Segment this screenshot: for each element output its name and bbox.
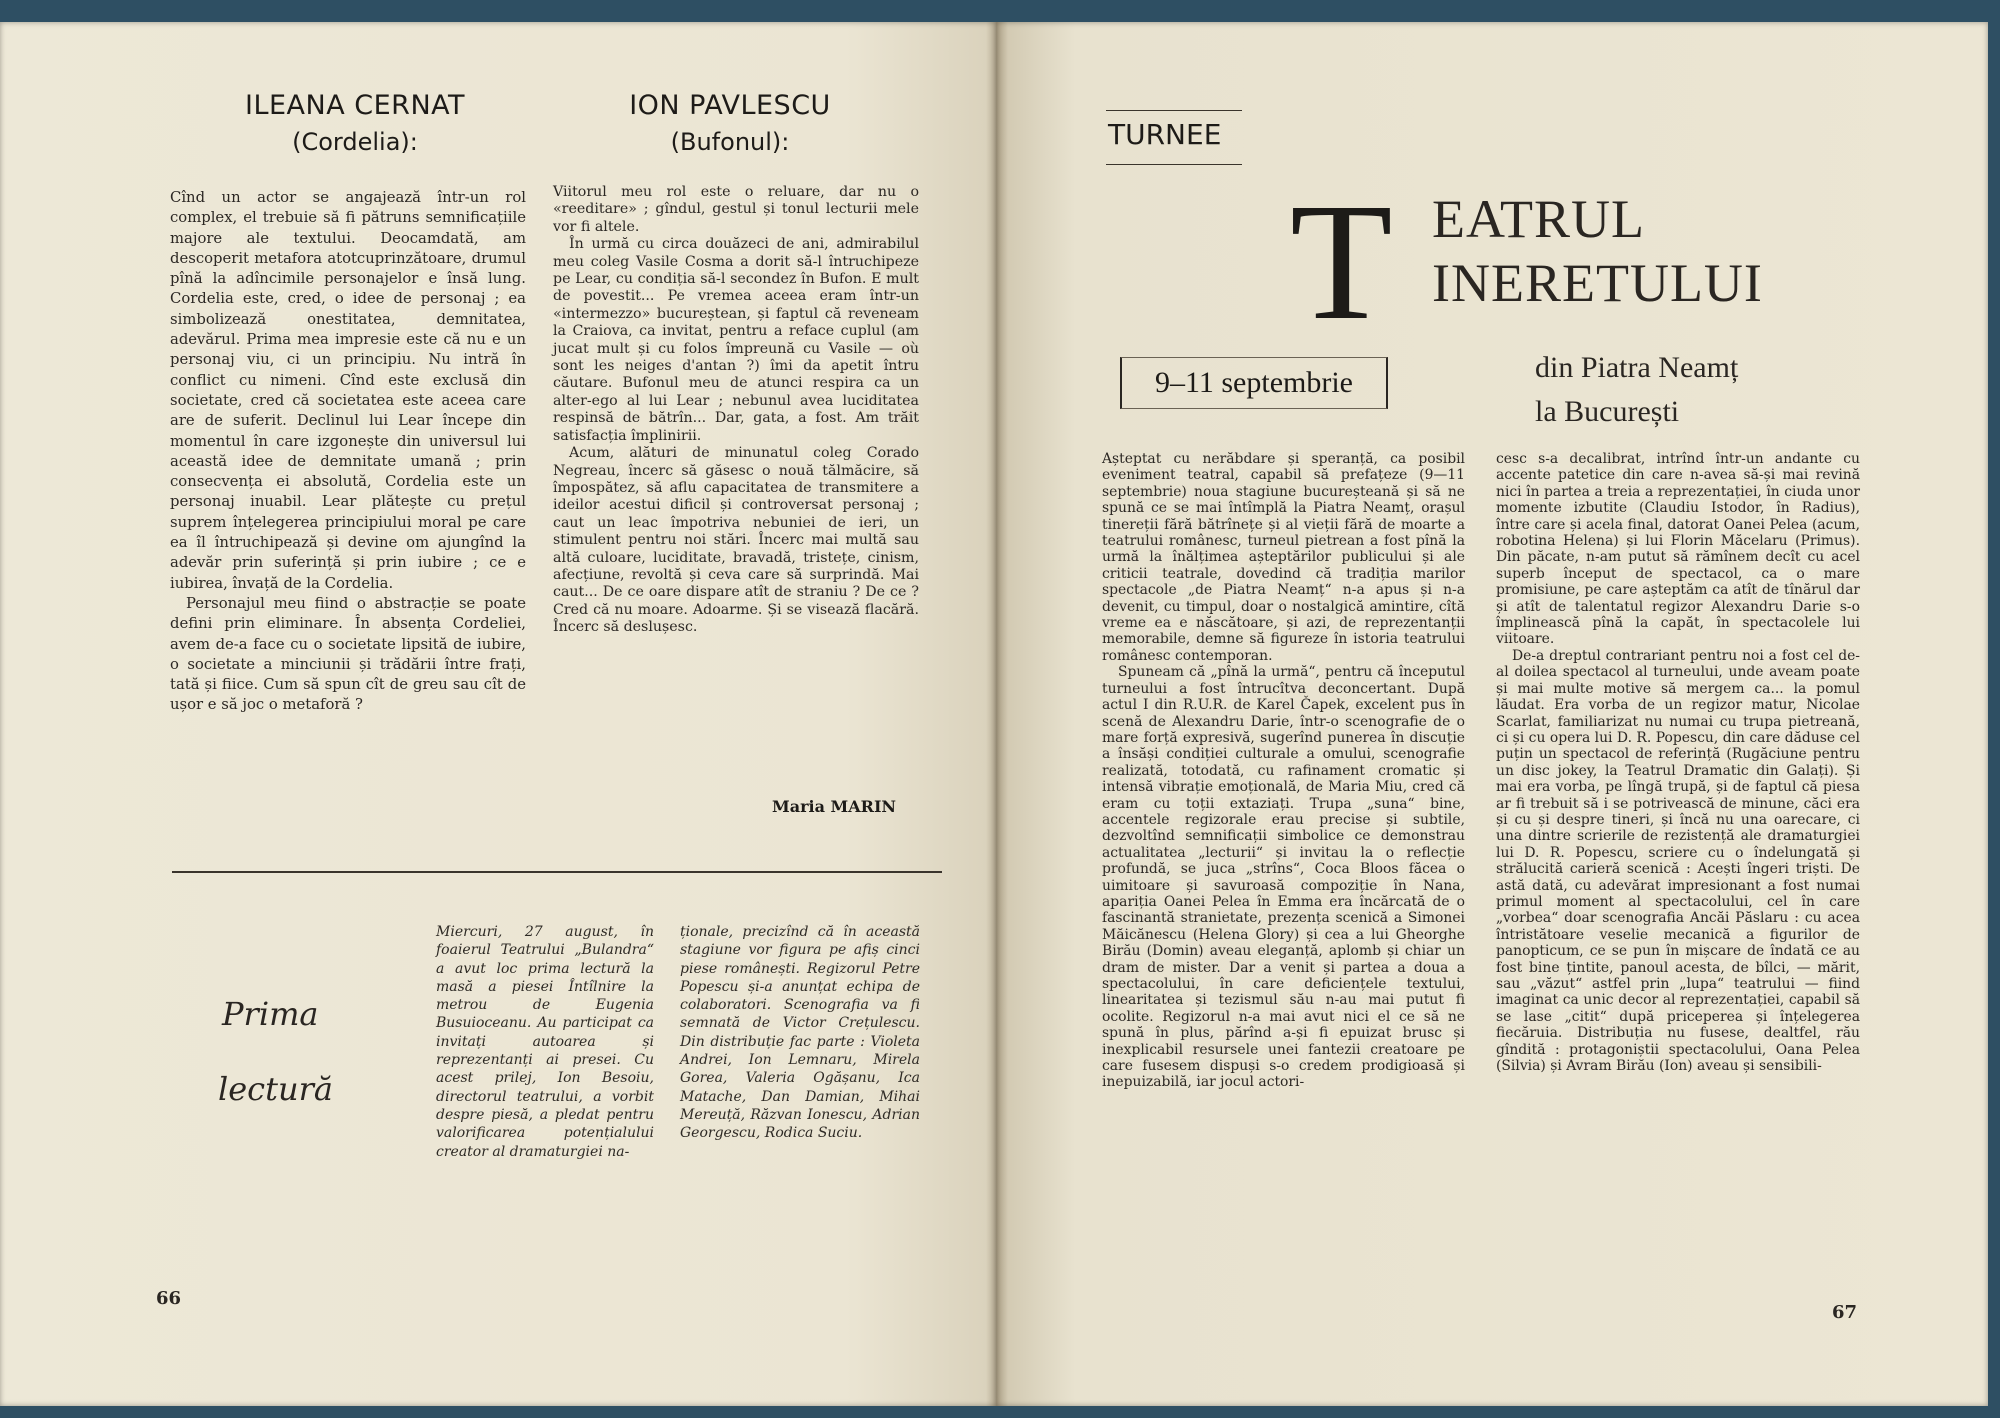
ileana-paragraph: Personajul meu fiind o abstracție se poate defini prin eliminare. În absența Cordeliei, avem de-a face cu o societate lipsită de iubire, o societate a minciunii și trădării între frați, tată și fiice. Cum să spun cît de greu sau cît de ușor e să joc o metaforă ?: [170, 594, 526, 714]
article-paragraph: Spuneam că „pînă la urmă“, pentru că începutul turneului a fost întrucîtva deconcertant. După actul I din R.U.R. de Karel Čapek, excelent pus în scenă de Alexandru Darie, într-o scenografie de o mare forță expresivă, sugerînd punerea în discuție a însăși condiției culturale a omului, scenografie realizată, totodată, cu rafinament cromatic și intensă vibrație emoțională, de Maria Miu, cred că eram cu toții extaziați. Trupa „suna“ bine, accentele regizorale erau precise și subtile, dezvoltînd semnificații simbolice ce demonstrau actualitatea „lecturii“ și invitau la o reflecție profundă, se juca „strîns“, Coca Bloos făcea o uimitoare și savuroasă compoziție în Nana, apariția Oanei Pelea în Emma era încărcată de o fascinantă stranietate, prezența scenică a Simonei Măicănescu (Helena Glory) și cea a lui Gheorghe Birău (Domin) aveau eleganță, aplomb și chiar un dram de mister. Dar a venit și partea a doua a spectacolului, în care deficiențele textului, linearitatea și tezismul său n-au mai putut fi ocolite. Regizorul n-a mai avut nici el ce să ne spună în plus, părînd a-și fi epuizat brusc și inexplicabil resursele unei fantezii creatoare pe care fusesem dispuși s-o credem prodigioasă și inepuizabilă, iar jocul actori-: [1102, 664, 1465, 1091]
ileana-text: [170, 188, 526, 716]
ion-paragraph: Acum, alături de minunatul coleg Corado Negreau, încerc să găsesc o nouă tălmăcire, să împospătez, să aflu capacitatea de transmitere a ideilor acestui dificil și controversat personaj ; caut un leac împotriva nebuniei de ieri, un stimulent pentru noi stări. Încerc mai multă sau altă culoare, luciditate, bravadă, tristețe, cinism, afecțiune, revoltă și ceva care să surprindă. Mai caut... De ce oare dispare atît de straniu ? De ce ? Cred că nu moare. Adoarme. Și se visează flacără. Încerc să deslușesc.: [553, 445, 919, 636]
turnee-rule-top: [1106, 110, 1242, 111]
page-number-left: 66: [156, 1288, 182, 1309]
ileana-name: ILEANA CERNAT: [244, 90, 466, 121]
title-line-2: INERETULUI: [1432, 253, 1763, 313]
ion-paragraph: Viitorul meu rol este o reluare, dar nu o «reeditare» ; gîndul, gestul și tonul lecturii mele vor fi altele.: [553, 184, 919, 235]
article-paragraph: cesc s-a decalibrat, intrînd într-un andante cu accente patetice din care n-avea să-și mai revină nici în partea a treia a reprezentației, în ciuda unor momente izbutite (Claudiu Istodor, în Radius), între care și acela final, datorat Oanei Pelea (acum, robotina Helena) și lui Florin Măcelaru (Primus). Din păcate, n-am putut să rămînem decît cu acel superb început de spectacol, ca o mare promisiune, pe care așteptăm ca atît de tînărul dar și atît de talentatul regizor Alexandru Darie s-o împlinească pînă la capăt, în spectacolele lui viitoare.: [1496, 451, 1860, 648]
title-line-1: EATRUL: [1432, 189, 1645, 249]
ileana-paragraph: Cînd un actor se angajează într-un rol complex, el trebuie să fi pătruns semnificațiile majore ale textului. Deocamdată, am descoperit metafora atotcuprinzătoare, drumul pînă la adîncimile personajelor e însă lung. Cordelia este, cred, o idee de personaj ; ea simbolizează onestitatea, demnitatea, adevărul. Prima mea impresie este că nu e un personaj viu, ci un principiu. Nu intră în conflict cu nimeni. Cînd este exclusă din societate, cred că societatea este aceea care are de suferit. Declinul lui Lear începe din momentul în care izgonește din universul lui această idee de demnitate umană ; prin consecvența ei absolută, Cordelia este un personaj inuabil. Lear plătește cu prețul suprem înțelegerea principiului moral pe care ea îl întruchipează și devine om ajungînd la adevăr prin suferință și prin iubire ; ce e iubirea, învață de la Cordelia.: [170, 189, 526, 592]
prima-lectura-heading-1: Prima: [222, 995, 319, 1033]
section-divider: [172, 871, 942, 873]
section-label: TURNEE: [1108, 118, 1222, 151]
subtitle-line-2: la București: [1535, 395, 1680, 428]
article-paragraph: Așteptat cu nerăbdare și speranță, ca posibil eveniment teatral, capabil să prefațeze (9—11 septembrie) noua stagiune bucureșteană și să ne spună ce se mai întîmplă la Piatra Neamț, orașul tinereții fără bătrînețe și al vieții fără de moarte a teatrului românesc, turneul pietrean a fost pînă la urmă la înălțimea așteptărilor publicului și ale criticii teatrale, dovedind că tradiția marilor spectacole „de Piatra Neamț“ n-a apus și n-a devenit, cu timpul, doar o nostalgică amintire, cîtă vreme ea e născătoare, și azi, de reprezentanții memorabile, demne să figureze în istoria teatrului românesc contemporan.: [1102, 451, 1465, 664]
prima-lectura-heading-2: lectură: [218, 1070, 333, 1108]
ion-paragraph: În urmă cu circa douăzeci de ani, admirabilul meu coleg Vasile Cosma a dorit să-l întruchipeze pe Lear, cu condiția să-l secondez în Bufon. E mult de povestit... Pe vremea aceea eram într-un «intermezzo» bucureștean, și faptul că reveneam la Craiova, ca invitat, pentru a reface cuplul (am jucat mult și cu folos împreună cu Vasile — où sont les neiges d'antan ?) îmi da apetit întru căutare. Bufonul meu de atunci respira ca un alter-ego al lui Lear ; nebunul avea luciditatea respinsă de bătrîn... Dar, gata, a fost. Am trăit satisfacția împlinirii.: [553, 236, 919, 444]
subtitle-line-1: din Piatra Neamț: [1535, 351, 1739, 384]
ileana-role: (Cordelia):: [292, 128, 418, 156]
article-col1: [1102, 451, 1465, 1091]
page-number-right: 67: [1832, 1302, 1858, 1323]
signature: Maria MARIN: [772, 797, 897, 816]
turnee-rule-bottom: [1106, 164, 1242, 165]
date-box: 9–11 septembrie: [1120, 357, 1388, 409]
prima-lectura-col2: ționale, precizînd că în această stagiune vor figura pe afiș cinci piese românești. Regizorul Petre Popescu și-a anunțat echipa de colaboratori. Scenografia va fi semnată de Victor Crețulescu. Din distribuție fac parte : Violeta Andrei, Ion Lemnaru, Mirela Gorea, Valeria Ogășanu, Ica Matache, Dan Damian, Mihai Mereuță, Răzvan Ionescu, Adrian Georgescu, Rodica Suciu.: [680, 924, 920, 1142]
prima-lectura-col1: Miercuri, 27 august, în foaierul Teatrului „Bulandra“ a avut loc prima lectură la masă a piesei Întîlnire la metrou de Eugenia Busuioceanu. Au participat ca invitați autoarea și reprezentanți ai presei. Cu acest prilej, Ion Besoiu, directorul teatrului, a vorbit despre piesă, a pledat pentru valorificarea potențialului creator al dramaturgiei na-: [436, 924, 654, 1160]
article-paragraph: De-a dreptul contrariant pentru noi a fost cel de-al doilea spectacol al turneului, unde aveam poate și mai multe motive să mergem ca... la pomul lăudat. Era vorba de un regizor matur, Nicolae Scarlat, familiarizat nu numai cu trupa pietreană, ci și cu opera lui D. R. Popescu, din care dăduse cel puțin un spectacol de referință (Rugăciune pentru un disc jokey, la Teatrul Dramatic din Galați). Și mai era vorba, pe lîngă trupă, și de faptul că piesa ar fi trebuit să i se potrivească de minune, căci era și cu și despre tineri, și încă nu una oarecare, ci una dintre scrierile de rezistență ale dramaturgiei lui D. R. Popescu, scriere cu o îndelungată și strălucită carieră scenică : Acești îngeri triști. De astă dată, cu adevărat impresionant a fost numai primul moment al spectacolului, cel în care „vorbea“ doar scenografia Ancăi Păslaru : cu acea întristătoare veselie mecanică a figurilor de panopticum, ce se pun în mișcare de îndată ce au fost bine țintite, panoul acesta, de bîlci, — mărit, sau „văzut“ astfel prin „lupa“ teatrului — fiind imaginat ca unic decor al reprezentației, capabil să se lase „citit“ după priceperea și înțelegerea fiecăruia. Distribuția nu fusese, dealtfel, rău gîndită : protagoniștii spectacolului, Oana Pelea (Silvia) și Avram Birău (Ion) aveau și sensibili-: [1496, 647, 1860, 1075]
ion-name: ION PAVLESCU: [629, 90, 831, 121]
book-gutter: [986, 22, 1008, 1406]
title-initial: T: [1290, 169, 1393, 355]
ion-role: (Bufonul):: [670, 128, 790, 156]
article-col2: [1496, 451, 1860, 1074]
ion-text: [553, 184, 919, 637]
